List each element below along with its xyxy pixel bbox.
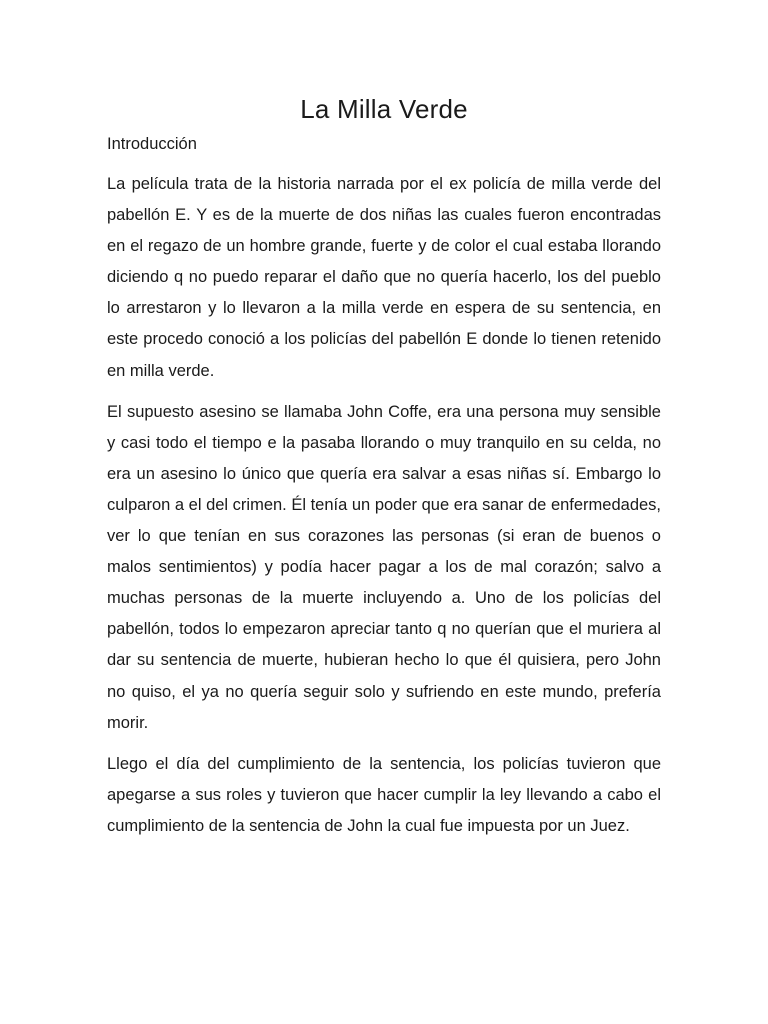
paragraph-1: La película trata de la historia narrada por el ex policía de milla verde del pabellón E. Y es de la muerte de dos niñas las cuales fueron encontradas en el regazo de un hombre grande, fuerte y de color el cual estaba llorando diciendo q no puedo reparar el daño que no quería hacerlo, los del pueblo lo arrestaron y lo llevaron a la milla verde en espera de su sentencia, en este procedo conoció a los policías del pabellón E donde lo tienen retenido en milla verde. bbox=[107, 175, 661, 380]
section-heading: Introducción bbox=[107, 135, 197, 153]
paragraph-3: Llego el día del cumplimiento de la sentencia, los policías tuvieron que apegarse a sus roles y tuvieron que hacer cumplir la ley llevando a cabo el cumplimiento de la sentencia de John la cual fue impuesta por un Juez. bbox=[107, 754, 661, 835]
document-title: La Milla Verde bbox=[300, 94, 468, 124]
paragraph-2: El supuesto asesino se llamaba John Coffe, era una persona muy sensible y casi todo el tiempo e la pasaba llorando o muy tranquilo en su celda, no era un asesino lo único que quería era salvar a esas niñas sí. Embargo lo culparon a el del crimen. Él tenía un poder que era sanar de enfermedades, ver lo que tenían en sus corazones las personas (si eran de buenos o malos sentimientos) y podía hacer pagar a los de mal corazón; salvo a muchas personas de la muerte incluyendo a. Uno de los policías del pabellón, todos lo empezaron apreciar tanto q no querían que el muriera al dar su sentencia de muerte, hubieran hecho lo que él quisiera, pero John no quiso, el ya no quería seguir solo y sufriendo en este mundo, prefería morir. bbox=[107, 402, 662, 732]
document-page bbox=[107, 0, 661, 842]
